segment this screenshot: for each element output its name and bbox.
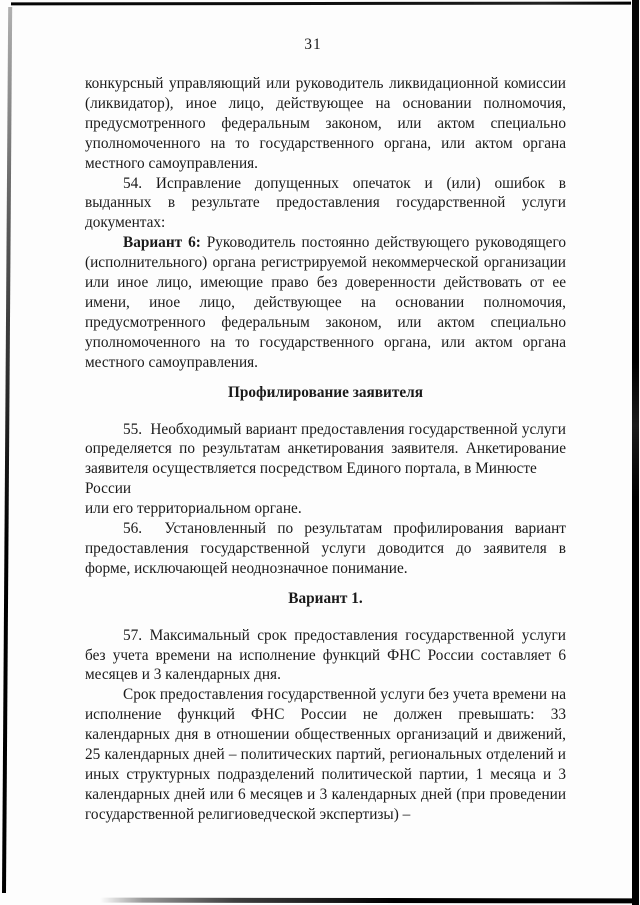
scan-border-bottom-edge — [100, 898, 635, 904]
paragraph: 57. Максимальный срок предоставления государственной услуги без учета времени на исполнение функций ФНС России составляет 6 месяцев и 3 календарных дня. — [85, 626, 566, 684]
paragraph: 54. Исправление допущенных опечаток и (или) ошибок в выданных в результате предоставления государственной услуги документах: — [85, 174, 566, 232]
scan-border-left-edge — [2, 7, 12, 893]
paragraph: Срок предоставления государственной услуги без учета времени на исполнение функций ФНС России не должен превышать: 33 календарных дня в отношении общественных организаций и движений, 25 календарных дней – политических партий, региональных отделений и иных структурных подразделений политической партии, 1 месяца и 3 календарных дней или 6 месяцев и 3 календарных дней (при проведении государственной религиоведческой экспертизы) – — [85, 686, 566, 823]
section-heading: Профилирование заявителя — [227, 383, 424, 401]
paragraph: 55. Необходимый вариант предоставления государственной услуги определяется по результатам анкетирования заявителя. Анкетирование заявителя осуществляется посредством Единого портала, в Минюсте России или его территориальном органе. — [85, 420, 566, 518]
paragraph: Вариант 6: Руководитель постоянно действующего руководящего (исполнительного) органа регистрируемой некоммерческой организации или иное лицо, имеющие право без доверенности действовать от ее имени, иное лицо, действующее на основании полномочия, предусмотренного федеральным законом, или актом специально уполномоченного на то государственного органа, или актом органа местного самоуправления. — [85, 234, 566, 371]
paragraph: конкурсный управляющий или руководитель ликвидационной комиссии (ликвидатор), иное лицо, действующее на основании полномочия, предусмотренного федеральным законом, или актом специально уполномоченного на то государственного органа, или актом органа местного самоуправления. — [85, 75, 566, 172]
scan-border-right-edge — [632, 0, 639, 905]
scan-border-top-edge — [11, 2, 631, 6]
section-heading: Вариант 1. — [288, 589, 363, 607]
page-body — [85, 74, 566, 825]
paragraph: 56. Установленный по результатам профилирования вариант предоставления государственной услуги доводится до заявителя в форме, исключающей неоднозначное понимание. — [85, 520, 566, 577]
bold-run: Вариант 6: — [123, 234, 201, 252]
page-number: 31 — [304, 36, 322, 53]
